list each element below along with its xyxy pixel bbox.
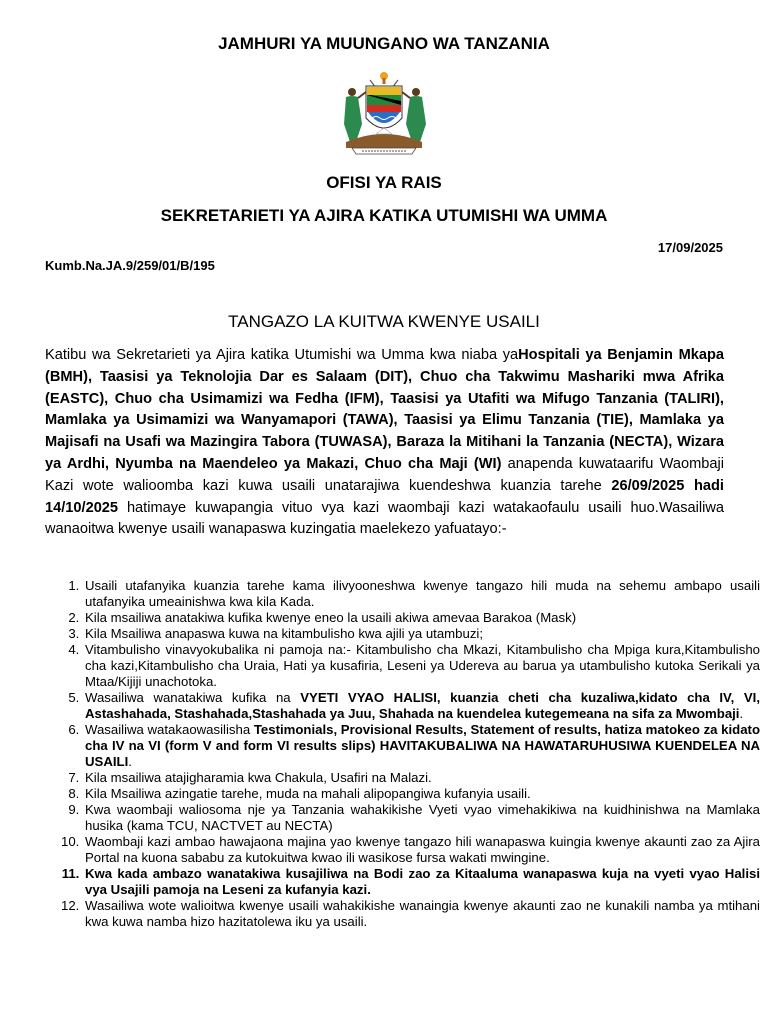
secretariat-heading: SEKRETARIETI YA AJIRA KATIKA UTUMISHI WA UMMA	[160, 206, 608, 225]
list-item: 11. Kwa kada ambazo wanatakiwa kusajiliwa na Bodi zao za Kitaaluma wanapaswa kuja na vyeti vyao Halisi vya Usajili pamoja na Leseni za kufanyia kazi.	[83, 866, 760, 898]
list-item	[83, 722, 760, 770]
list-item-bold-text: Testimonials, Provisional Results, Statement of results, hatiza matokeo za kidato cha IV na VI (form V and form VI results slips) HAVITAKUBALIWA NA HAWATARUHUSIWA KUENDELEA NA USAILI	[85, 722, 760, 769]
intro-text-2: anapenda kuwataarifu Waombaji Kazi wote walioomba kazi kuwa usaili unatarajiwa kuendeshwa kuanzia tarehe	[45, 455, 724, 494]
list-item-text: .	[739, 706, 744, 721]
list-item: 2. Kila msailiwa anatakiwa kufika kwenye eneo la usaili akiwa amevaa Barakoa (Mask)	[83, 610, 760, 626]
list-item-text: Wasailiwa wanatakiwa kufika na	[85, 690, 301, 705]
list-item: 7. Kila msailiwa atajigharamia kwa Chakula, Usafiri na Malazi.	[83, 770, 760, 786]
republic-heading: JAMHURI YA MUUNGANO WA TANZANIA	[218, 34, 550, 53]
list-item: 8. Kila Msailiwa azingatie tarehe, muda na mahali alipopangiwa kufanyia usaili.	[83, 786, 760, 802]
list-item: 10. Waombaji kazi ambao hawajaona majina yao kwenye tangazo hili wanapaswa kuingia kwenye akaunti zao za Ajira Portal na kuona sababu za kutokuitwa kwao ili wasikose fursa wakati mwingine.	[83, 834, 760, 866]
intro-text-1: Katibu wa Sekretarieti ya Ajira katika Utumishi wa Umma kwa niaba ya	[45, 347, 519, 363]
list-item: 4. Vitambulisho vinavyokubalika ni pamoja na:- Kitambulisho cha Mkazi, Kitambulisho cha Mpiga kura,Kitambulisho cha kazi,Kitambulisho cha Uraia, Hati ya kusafiria, Leseni ya Udereva au barua ya utambulisho kutoka Serikali ya Mtaa/Kijiji unachotoka.	[83, 642, 760, 690]
list-item	[83, 690, 760, 722]
intro-text-3: hatimaye kuwapangia vituo vya kazi waombaji kazi watakaofaulu usaili huo.Wasailiwa wanaoitwa kwenye usaili wanapaswa kuzingatia maelekezo yafuatayo:-	[45, 499, 724, 538]
list-item-bold-text: VYETI VYAO HALISI, kuanzia cheti cha kuzaliwa,kidato cha IV, VI, Astashahada, Stashahada,Stashahada ya Juu, Shahada na kuendelea kutegemeana na sifa za Mwombaji	[85, 690, 761, 721]
office-heading: OFISI YA RAIS	[326, 173, 442, 192]
intro-employers: Hospitali ya Benjamin Mkapa (BMH), Taasisi ya Teknolojia Dar es Salaam (DIT), Chuo cha Takwimu Mashariki mwa Afrika (EASTC), Chuo cha Usimamizi wa Fedha (IFM), Taasisi ya Utafiti wa Mifugo Tanzania (TALIRI), Mamlaka ya Usimamizi wa Wanyamapori (TAWA), Taasisi ya Elimu Tanzania (TIE), Mamlaka ya Majisafi na Usafi wa Mazingira Tabora (TUWASA), Baraza la Mitihani la Tanzania (NECTA), Wizara ya Ardhi, Nyumba na Maendeleo ya Makazi, Chuo cha Maji (WI)	[45, 347, 724, 472]
coat-of-arms-emblem	[332, 68, 436, 156]
document-date: 17/09/2025	[657, 240, 723, 255]
list-item: 12. Wasailiwa wote walioitwa kwenye usaili wahakikishe wanaingia kwenye akaunti zao ne kunakili namba ya mtihani kwa kuwa namba hizo hazitatolewa iku ya usaili.	[83, 898, 760, 930]
intro-paragraph	[45, 345, 724, 541]
list-item-text: .	[128, 754, 132, 769]
list-item-text: Wasailiwa watakaowasilisha	[85, 722, 254, 737]
reference-number: Kumb.Na.JA.9/259/01/B/195	[45, 258, 215, 273]
list-item: 9. Kwa waombaji waliosoma nje ya Tanzania wahakikishe Vyeti vyao vimehakikiwa na kuidhinishwa na Mamlaka husika (kama TCU, NACTVET au NECTA)	[83, 802, 760, 834]
list-item: 3. Kila Msailiwa anapaswa kuwa na kitambulisho kwa ajili ya utambuzi;	[83, 626, 760, 642]
intro-interview-dates: 26/09/2025 hadi 14/10/2025	[45, 477, 724, 516]
instructions-list	[45, 578, 760, 930]
notice-title: TANGAZO LA KUITWA KWENYE USAILI	[228, 312, 540, 331]
list-item: 1. Usaili utafanyika kuanzia tarehe kama ilivyooneshwa kwenye tangazo hili muda na sehemu ambapo usaili utafanyika umeainishwa kwa kila Kada.	[83, 578, 760, 610]
